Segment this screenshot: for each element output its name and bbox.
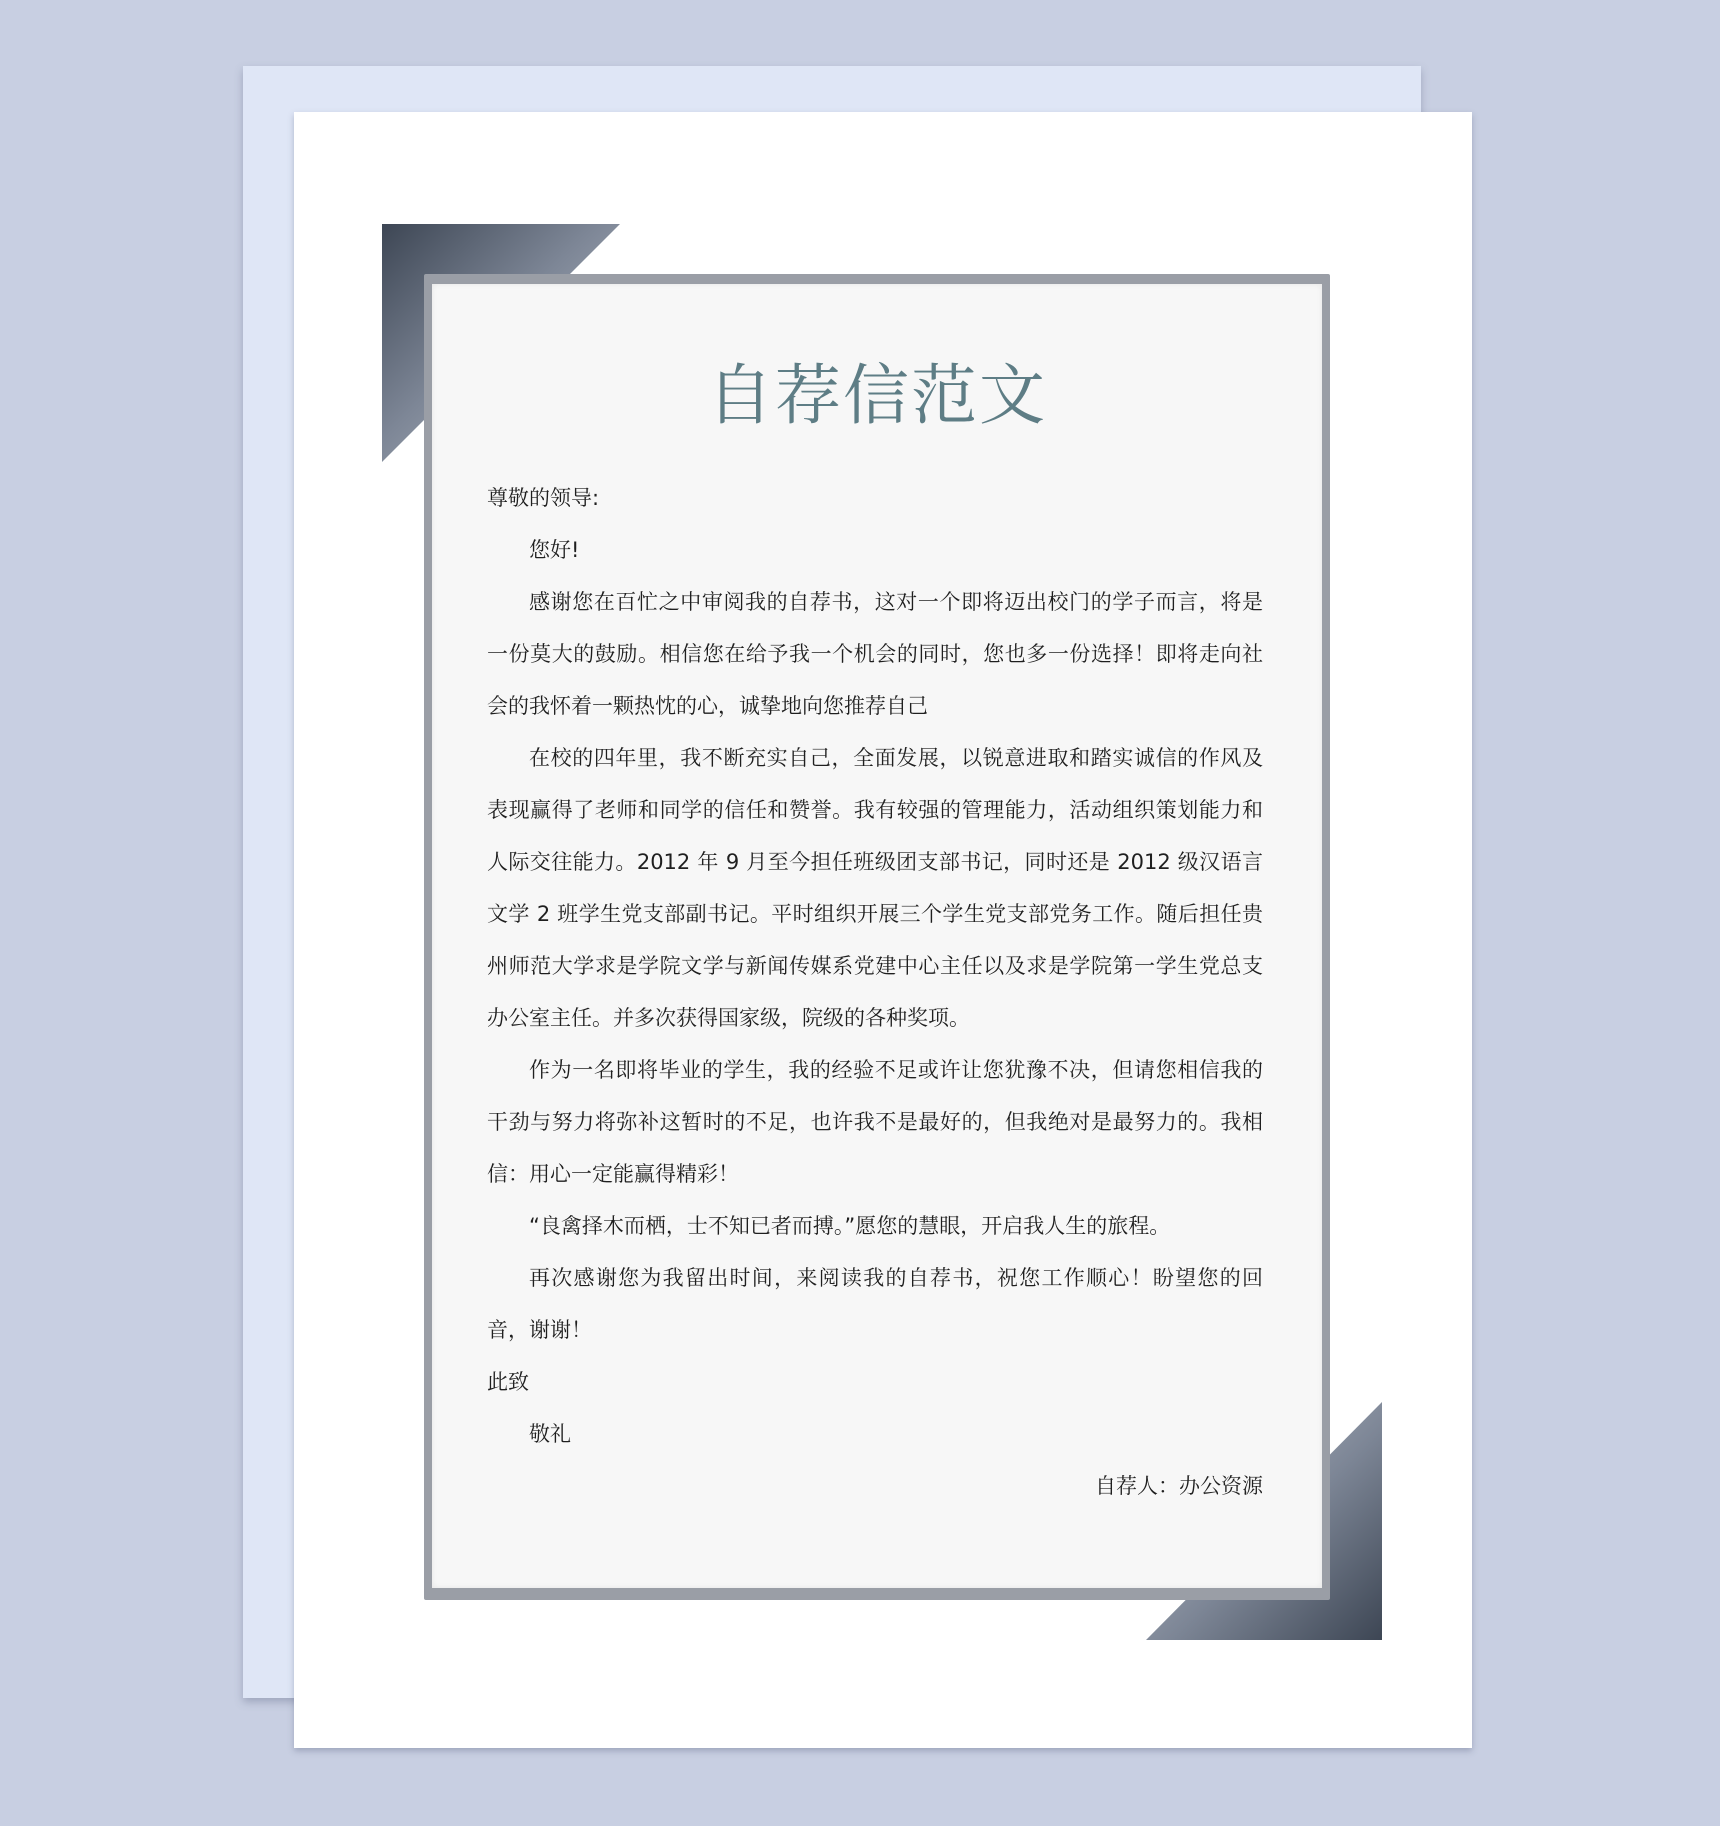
salutation: 尊敬的领导: (487, 486, 600, 510)
paragraph-5: 再次感谢您为我留出时间，来阅读我的自荐书，祝您工作顺心！盼望您的回音，谢谢！ (487, 1266, 1263, 1342)
signature: 自荐人：办公资源 (1095, 1474, 1263, 1498)
paragraph-3: 作为一名即将毕业的学生，我的经验不足或许让您犹豫不决，但请您相信我的干劲与努力将弥补这暂时的不足，也许我不是最好的，但我绝对是最努力的。我相信：用心一定能赢得精彩！ (487, 1058, 1263, 1186)
paragraph-2: 在校的四年里，我不断充实自己，全面发展，以锐意进取和踏实诚信的作风及表现赢得了老师和同学的信任和赞誉。我有较强的管理能力，活动组织策划能力和人际交往能力。2012 年 9 月至今担任班级团支部书记，同时还是 2012 级汉语言文学 2 班学生党支部副书记。平时组织开展三个学生党支部党务工作。随后担任贵州师范大学求是学院文学与新闻传媒系党建中心主任以及求是学院第一学生党总支办公室主任。并多次获得国家级，院级的各种奖项。 (487, 746, 1263, 1030)
letter-title: 自荐信范文 (707, 357, 1047, 434)
greeting: 您好! (529, 538, 580, 562)
letter-page (432, 284, 1322, 1588)
paragraph-1: 感谢您在百忙之中审阅我的自荐书，这对一个即将迈出校门的学子而言，将是一份莫大的鼓励。相信您在给予我一个机会的同时，您也多一份选择！即将走向社会的我怀着一颗热忱的心，诚挚地向您推荐自己 (487, 590, 1263, 718)
closing-line-1: 此致 (487, 1370, 529, 1394)
letter-body (487, 472, 1263, 1512)
paragraph-4: “良禽择木而栖，士不知已者而搏。”愿您的慧眼，开启我人生的旅程。 (529, 1214, 1171, 1238)
closing-line-2: 敬礼 (529, 1422, 571, 1446)
